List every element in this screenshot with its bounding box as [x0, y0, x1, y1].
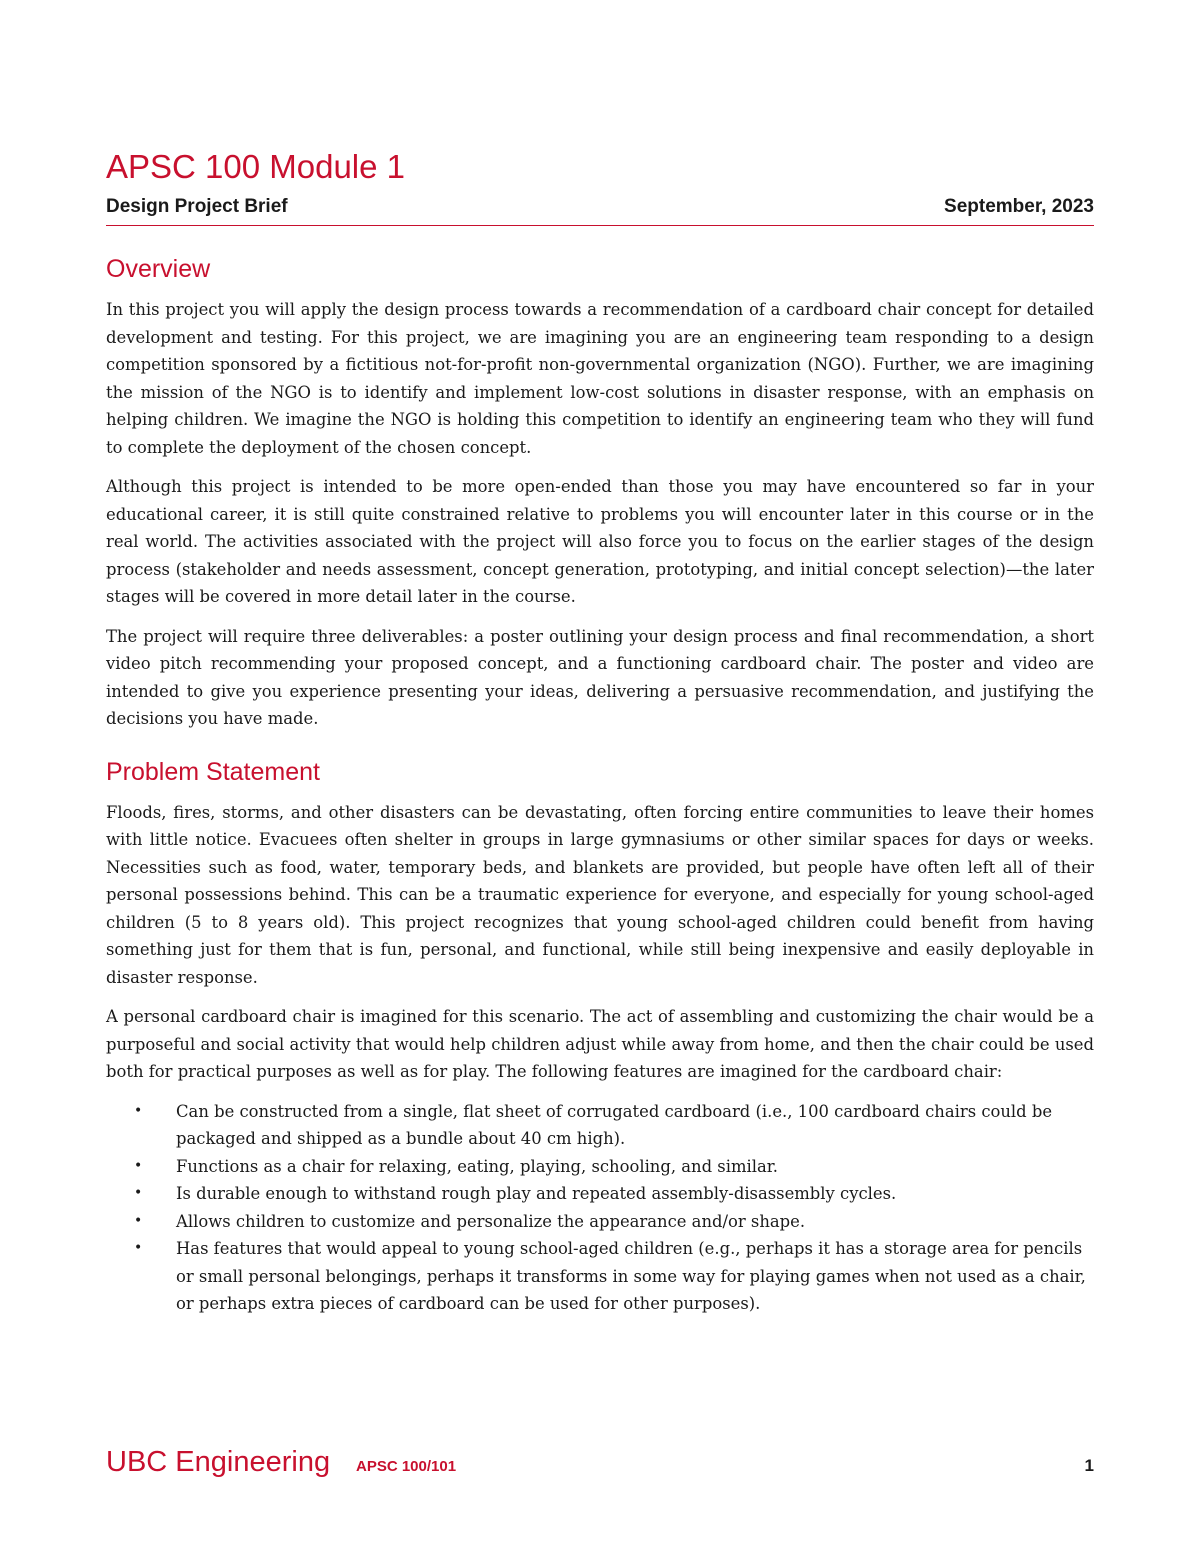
page-number: 1: [1084, 1456, 1094, 1475]
list-item-text: Has features that would appeal to young school-aged children (e.g., perhaps it has a storage area for pencils or small personal belongings, perhaps it transforms in some way for playing games when not used as a chair, or perhaps extra pieces of cardboard can be used for other purposes).: [176, 1239, 1086, 1313]
list-item-text: Functions as a chair for relaxing, eating, playing, schooling, and similar.: [176, 1156, 779, 1176]
bullet-icon: •: [134, 1102, 143, 1119]
list-item: [134, 1153, 1094, 1181]
bullet-icon: •: [134, 1240, 143, 1256]
problem-paragraph-1: Floods, fires, storms, and other disasters can be devastating, often forcing entire communities to leave their homes with little notice. Evacuees often shelter in groups in large gymnasiums or other similar spaces for days or weeks. Necessities such as food, water, temporary beds, and blankets are provided, but people have often left all of their personal possessions behind. This can be a traumatic experience for everyone, and especially for young school-aged children (5 to 8 years old). This project recognizes that young school-aged children could benefit from having something just for them that is fun, personal, and functional, while still being inexpensive and easily deployable in disaster response.: [106, 802, 1094, 987]
bullet-icon: •: [134, 1157, 143, 1174]
list-item: [134, 1180, 1094, 1208]
overview-paragraph-3: The project will require three deliverables: a poster outlining your design process and final recommendation, a short video pitch recommending your proposed concept, and a functioning cardboard chair. The poster and video are intended to give you experience presenting your ideas, delivering a persuasive recommendation, and justifying the decisions you have made.: [106, 626, 1094, 728]
document-date: September, 2023: [944, 196, 1094, 217]
section-heading-overview: Overview: [106, 255, 211, 283]
page-footer: [106, 1446, 1094, 1486]
list-item-text: Can be constructed from a single, flat sheet of corrugated cardboard (i.e., 100 cardboard chairs could be packaged and shipped as a bundle about 40 cm high).: [176, 1101, 1053, 1148]
section-heading-problem-statement: Problem Statement: [106, 757, 320, 786]
list-item: [134, 1208, 1094, 1236]
page-title: APSC 100 Module 1: [106, 148, 406, 185]
footer-course-code: APSC 100/101: [356, 1458, 457, 1475]
overview-paragraph-1: In this project you will apply the design process towards a recommendation of a cardboard chair concept for detailed development and testing. For this project, we are imagining you are an engineering team responding to a design competition sponsored by a fictitious not-for-profit non-governmental organization (NGO). Further, we are imagining the mission of the NGO is to identify and implement low-cost solutions in disaster response, with an emphasis on helping children. We imagine the NGO is holding this competition to identify an engineering team who they will fund to complete the deployment of the chosen concept.: [106, 300, 1094, 457]
bullet-icon: •: [134, 1185, 143, 1201]
overview-paragraph-2: Although this project is intended to be more open-ended than those you may have encountered so far in your educational career, it is still quite constrained relative to problems you will encounter later in this course or in the real world. The activities associated with the project will also force you to focus on the earlier stages of the design process (stakeholder and needs assessment, concept generation, prototyping, and initial concept selection)—the later stages will be covered in more detail later in the course.: [106, 477, 1094, 606]
problem-paragraph-2: A personal cardboard chair is imagined for this scenario. The act of assembling and customizing the chair would be a purposeful and social activity that would help children adjust while away from home, and then the chair could be used both for practical purposes as well as for play. The following features are imagined for the cardboard chair:: [106, 1007, 1094, 1081]
subtitle-row: [106, 196, 1094, 222]
document-subtitle: Design Project Brief: [106, 196, 288, 217]
list-item: [134, 1235, 1094, 1318]
feature-list: [106, 1098, 1094, 1318]
document-page: [106, 0, 1094, 1553]
header-divider: [106, 225, 1094, 226]
footer-brand: UBC Engineering: [106, 1446, 331, 1478]
problem-statement-section: [106, 755, 1094, 1318]
list-item: [134, 1098, 1094, 1153]
overview-section: [106, 252, 1094, 733]
bullet-icon: •: [134, 1212, 143, 1229]
list-item-text: Allows children to customize and personalize the appearance and/or shape.: [176, 1211, 806, 1231]
list-item-text: Is durable enough to withstand rough play and repeated assembly-disassembly cycles.: [176, 1184, 897, 1203]
document-body: [106, 252, 1094, 1318]
